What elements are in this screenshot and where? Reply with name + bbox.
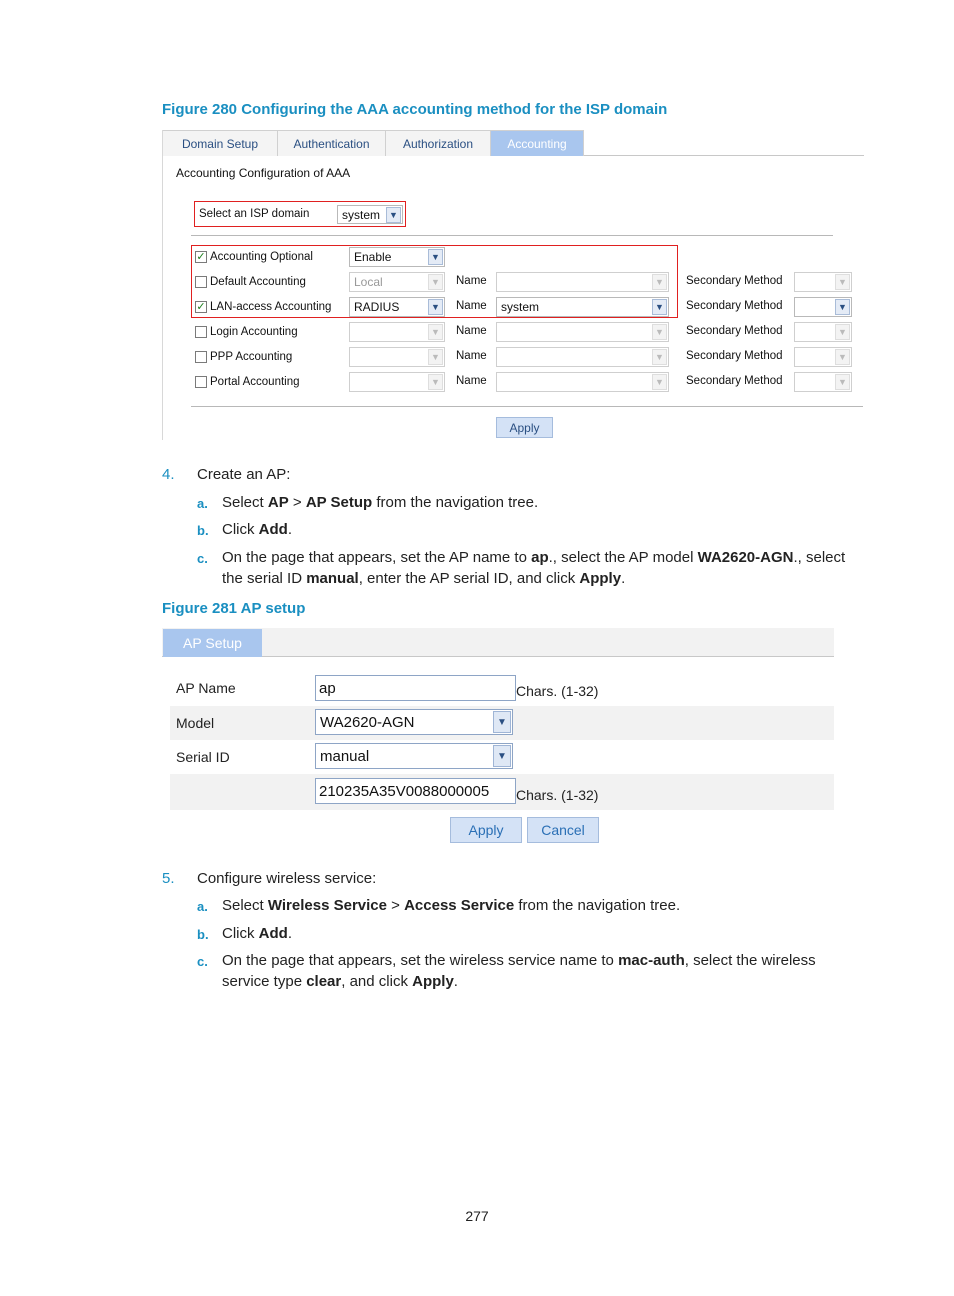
tab-accounting[interactable]: Accounting: [491, 130, 584, 156]
ap-name-row: [170, 672, 834, 706]
chevron-down-icon: ▼: [428, 249, 443, 265]
login-name-label: Name: [456, 325, 487, 337]
tab-authorization[interactable]: Authorization: [386, 130, 491, 156]
default-accounting-value: Local: [354, 275, 383, 289]
chevron-down-icon: ▼: [835, 274, 850, 290]
lan-name-value: system: [501, 300, 540, 314]
chevron-down-icon: ▼: [835, 299, 850, 315]
step-5a: [0, 897, 954, 917]
divider: [191, 235, 833, 236]
step-4c: [0, 549, 954, 593]
ppp-name-label: Name: [456, 350, 487, 362]
chevron-down-icon: ▼: [493, 711, 511, 733]
login-secondary-select[interactable]: [794, 322, 852, 342]
step-number: 4.: [162, 466, 175, 483]
step-text: Configure wireless service:: [197, 870, 377, 887]
substep-text: Select Wireless Service > Access Service from the navigation tree.: [222, 897, 681, 914]
accounting-optional-checkbox[interactable]: ✓: [196, 251, 206, 263]
default-accounting-select[interactable]: [349, 272, 445, 292]
portal-name-label: Name: [456, 375, 487, 387]
chevron-down-icon: ▼: [652, 349, 667, 365]
login-accounting-select[interactable]: [349, 322, 445, 342]
portal-name-select[interactable]: [496, 372, 669, 392]
chevron-down-icon: ▼: [652, 299, 667, 315]
step-number: 5.: [162, 870, 175, 887]
chevron-down-icon: ▼: [835, 374, 850, 390]
ppp-name-select[interactable]: [496, 347, 669, 367]
substep-label: c.: [197, 551, 208, 566]
substep-text-line2: the serial ID manual, enter the AP serial ID, and click Apply.: [222, 570, 626, 587]
step-5b: [0, 925, 954, 945]
model-label: Model: [176, 715, 215, 731]
lan-name-select[interactable]: [496, 297, 669, 317]
substep-label: a.: [197, 899, 208, 914]
ppp-secondary-label: Secondary Method: [686, 350, 783, 362]
lan-access-checkbox[interactable]: ✓: [196, 301, 206, 313]
ppp-accounting-select[interactable]: [349, 347, 445, 367]
login-name-select[interactable]: [496, 322, 669, 342]
tab-authentication[interactable]: Authentication: [278, 130, 386, 156]
default-accounting-label: Default Accounting: [210, 276, 306, 288]
isp-domain-select[interactable]: [337, 205, 403, 224]
lan-access-label: LAN-access Accounting: [210, 301, 332, 313]
isp-domain-label: Select an ISP domain: [199, 208, 310, 220]
serial-number-input[interactable]: 210235A35V0088000005: [315, 778, 516, 804]
serial-number-chars-hint: Chars. (1-32): [516, 787, 599, 803]
default-name-label: Name: [456, 275, 487, 287]
lan-name-label: Name: [456, 300, 487, 312]
chevron-down-icon: ▼: [835, 324, 850, 340]
portal-accounting-select[interactable]: [349, 372, 445, 392]
portal-secondary-label: Secondary Method: [686, 375, 783, 387]
substep-text: Select AP > AP Setup from the navigation tree.: [222, 494, 539, 511]
apply-button[interactable]: Apply: [496, 417, 553, 438]
substep-label: b.: [197, 523, 209, 538]
chevron-down-icon: ▼: [652, 374, 667, 390]
lan-secondary-select[interactable]: [794, 297, 852, 317]
figure-280-caption: Figure 280 Configuring the AAA accounting method for the ISP domain: [162, 101, 668, 118]
default-accounting-checkbox[interactable]: [195, 276, 207, 288]
accounting-optional-value: Enable: [354, 250, 392, 264]
serial-id-label: Serial ID: [176, 749, 230, 765]
aaa-accounting-panel: [162, 130, 863, 440]
apply-button[interactable]: Apply: [450, 817, 522, 843]
portal-accounting-checkbox[interactable]: [195, 376, 207, 388]
serial-number-row: [170, 774, 834, 810]
tab-ap-setup[interactable]: AP Setup: [163, 629, 262, 657]
ap-name-chars-hint: Chars. (1-32): [516, 683, 599, 699]
chevron-down-icon: ▼: [428, 374, 443, 390]
accounting-optional-select[interactable]: [349, 247, 445, 267]
login-accounting-checkbox[interactable]: [195, 326, 207, 338]
ap-setup-panel: [162, 628, 834, 848]
model-value: WA2620-AGN: [320, 713, 415, 731]
lan-access-value: RADIUS: [354, 300, 400, 314]
chevron-down-icon: ▼: [493, 745, 511, 767]
step-5c: [0, 952, 954, 996]
tab-domain-setup[interactable]: Domain Setup: [163, 130, 278, 156]
chevron-down-icon: ▼: [835, 349, 850, 365]
isp-domain-value: system: [342, 207, 381, 222]
serial-id-row: [170, 740, 834, 774]
lan-access-select[interactable]: [349, 297, 445, 317]
default-secondary-select[interactable]: [794, 272, 852, 292]
lan-secondary-label: Secondary Method: [686, 300, 783, 312]
chevron-down-icon: ▼: [428, 274, 443, 290]
step-5: [0, 870, 954, 890]
step-4b: [0, 521, 954, 541]
page-number: 277: [465, 1208, 489, 1224]
chevron-down-icon: ▼: [652, 324, 667, 340]
substep-text-line1: On the page that appears, set the AP name to ap., select the AP model WA2620-AGN., select: [222, 549, 846, 566]
ppp-accounting-checkbox[interactable]: [195, 351, 207, 363]
cancel-button[interactable]: Cancel: [527, 817, 599, 843]
step-text: Create an AP:: [197, 466, 291, 483]
substep-text: Click Add.: [222, 925, 293, 942]
login-accounting-label: Login Accounting: [210, 326, 298, 338]
figure-281-caption: Figure 281 AP setup: [162, 600, 306, 617]
default-secondary-label: Secondary Method: [686, 275, 783, 287]
substep-label: c.: [197, 954, 208, 969]
substep-text-line2: service type clear, and click Apply.: [222, 973, 458, 990]
ap-name-label: AP Name: [176, 680, 236, 696]
ppp-secondary-select[interactable]: [794, 347, 852, 367]
serial-id-value: manual: [320, 747, 370, 765]
step-4a: [0, 494, 954, 514]
serial-id-select[interactable]: [315, 743, 513, 769]
substep-label: b.: [197, 927, 209, 942]
model-select[interactable]: [315, 709, 513, 735]
divider: [191, 406, 863, 407]
accounting-optional-label: Accounting Optional: [210, 251, 313, 263]
chevron-down-icon: ▼: [428, 299, 443, 315]
chevron-down-icon: ▼: [386, 207, 401, 223]
substep-label: a.: [197, 496, 208, 511]
chevron-down-icon: ▼: [652, 274, 667, 290]
chevron-down-icon: ▼: [428, 349, 443, 365]
login-secondary-label: Secondary Method: [686, 325, 783, 337]
tab-bar: [162, 628, 834, 657]
substep-text: Click Add.: [222, 521, 293, 538]
default-name-select[interactable]: [496, 272, 669, 292]
step-4: [0, 466, 954, 486]
model-row: [170, 706, 834, 740]
section-title: Accounting Configuration of AAA: [176, 166, 351, 180]
portal-accounting-label: Portal Accounting: [210, 376, 300, 388]
tab-bar: [163, 130, 864, 156]
portal-secondary-select[interactable]: [794, 372, 852, 392]
ap-name-input[interactable]: ap: [315, 675, 516, 701]
chevron-down-icon: ▼: [428, 324, 443, 340]
substep-text-line1: On the page that appears, set the wireless service name to mac-auth, select the wireless: [222, 952, 816, 969]
ppp-accounting-label: PPP Accounting: [210, 351, 293, 363]
